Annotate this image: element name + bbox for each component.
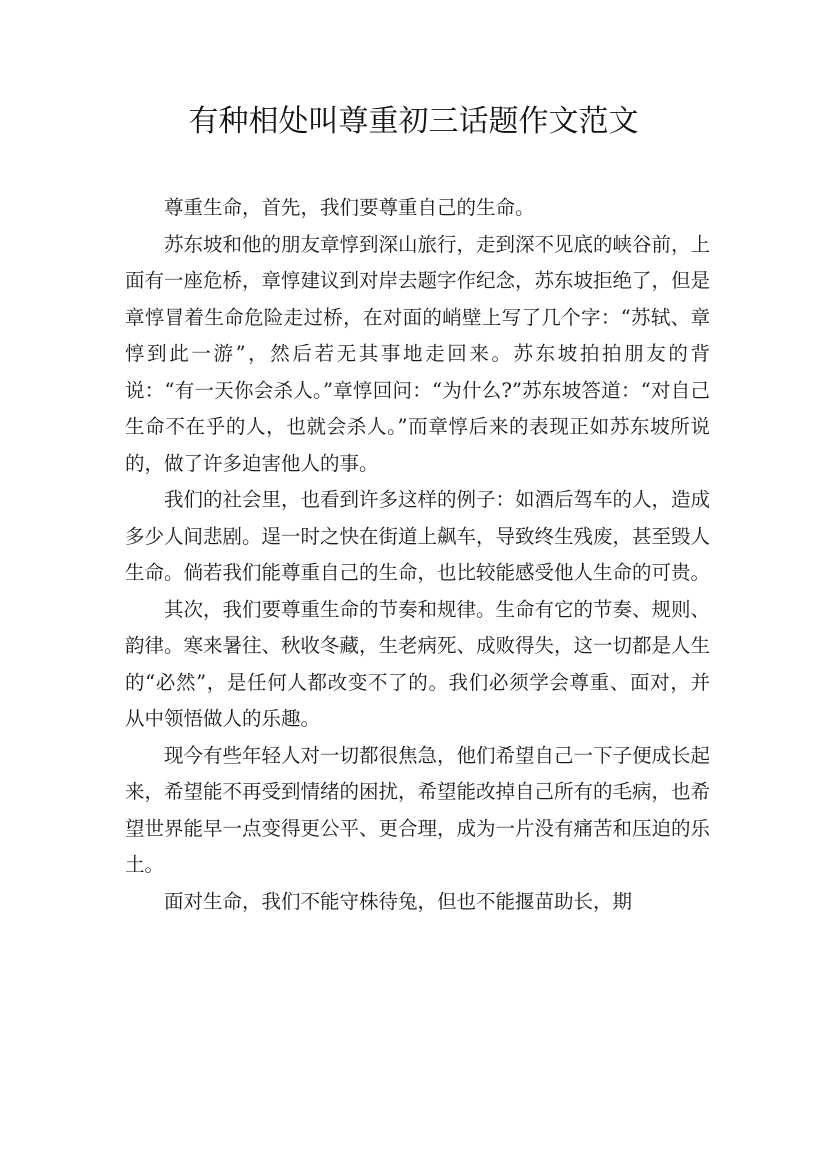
document-body [125, 190, 710, 920]
paragraph-2: 苏东坡和他的朋友章惇到深山旅行，走到深不见底的峡谷前，上面有一座危桥，章惇建议到对岸去题字作纪念，苏东坡拒绝了，但是章惇冒着生命危险走过桥，在对面的峭壁上写了几个字：“苏轼、章惇到此一游”，然后若无其事地走回来。苏东坡拍拍朋友的背说：“有一天你会杀人。”章惇回问：“为什么?”苏东坡答道：“对自己生命不在乎的人，也就会杀人。”而章惇后来的表现正如苏东坡所说的，做了许多迫害他人的事。 [125, 232, 711, 475]
paragraph-5: 现今有些年轻人对一切都很焦急，他们希望自己一下子便成长起来，希望能不再受到情绪的困扰，希望能改掉自己所有的毛病，也希望世界能早一点变得更公平、更合理，成为一片没有痛苦和压迫的乐土。 [125, 743, 711, 876]
paragraph-3: 我们的社会里，也看到许多这样的例子：如酒后驾车的人，造成多少人间悲剧。逞一时之快在街道上飙车，导致终生残废，甚至毁人生命。倘若我们能尊重自己的生命，也比较能感受他人生命的可贵。 [125, 488, 711, 584]
paragraph-4: 其次，我们要尊重生命的节奏和规律。生命有它的节奏、规则、韵律。寒来暑往、秋收冬藏，生老病死、成败得失，这一切都是人生的“必然”，是任何人都改变不了的。我们必须学会尊重、面对，并从中领悟做人的乐趣。 [125, 597, 711, 730]
document-title: 有种相处叫尊重初三话题作文范文 [188, 104, 639, 139]
paragraph-6: 面对生命，我们不能守株待兔，但也不能揠苗助长，期 [164, 889, 633, 913]
paragraph-1: 尊重生命，首先，我们要尊重自己的生命。 [164, 196, 535, 219]
